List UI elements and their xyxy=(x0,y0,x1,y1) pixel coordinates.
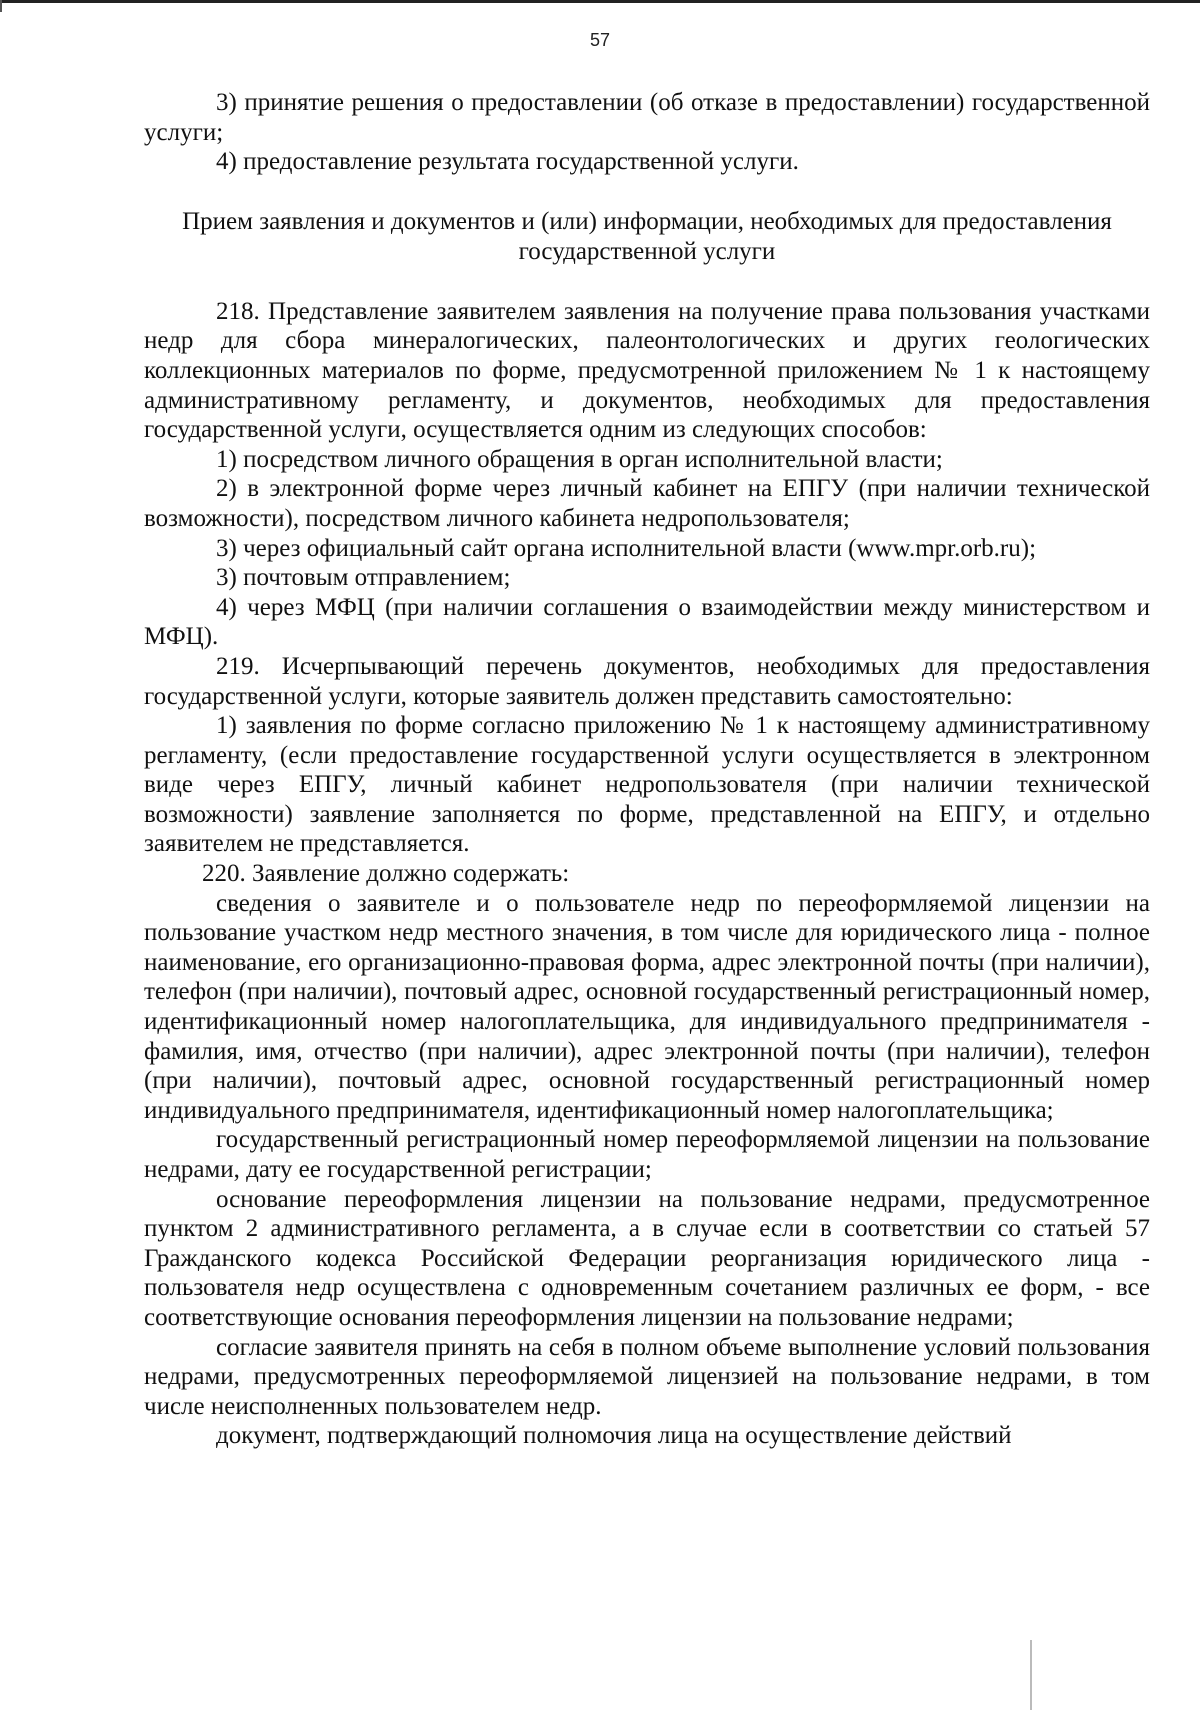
content-item-registration-number: государственный регистрационный номер переоформляемой лицензии на пользование недрами, дату ее государственной регистрации; xyxy=(144,1126,1150,1183)
document-item-1: 1) заявления по форме согласно приложению № 1 к настоящему административному регламенту, (если предоставление государственной услуги осуществляется в электронном виде через ЕПГУ, личный кабинет недропользователя (при наличии технической возможности) заявление заполняется по форме, представленной на ЕПГУ, и отдельно заявителем не представляется. xyxy=(144,712,1150,858)
content-item-applicant-info: сведения о заявителе и о пользователе недр по переоформляемой лицензии на пользование участком недр местного значения, в том числе для юридического лица - полное наименование, его организационно-правовая форма, адрес электронной почты (при наличии), телефон (при наличии), почтовый адрес, основной государственный регистрационный номер, идентификационный номер налогоплательщика, для индивидуального предпринимателя - фамилия, имя, отчество (при наличии), адрес электронной почты (при наличии), телефон (при наличии), почтовый адрес, основной государственный регистрационный номер индивидуального предпринимателя, идентификационный номер налогоплательщика; xyxy=(144,889,1150,1124)
spacer xyxy=(144,267,1150,297)
paragraph-item-4: 4) предоставление результата государственной услуги. xyxy=(216,148,799,176)
content-item-authority-document: документ, подтверждающий полномочия лица на осуществление действий xyxy=(216,1422,1012,1450)
method-item-1: 1) посредством личного обращения в орган исполнительной власти; xyxy=(216,445,943,473)
scan-top-edge xyxy=(0,0,1200,3)
paragraph-218: 218. Представление заявителем заявления на получение права пользования участками недр для сбора минералогических, палеонтологических и других геологических коллекционных материалов по форме, предусмотренной приложением № 1 к настоящему административному регламенту, и документов, необходимых для предоставления государственной услуги, осуществляется одним из следующих способов: xyxy=(144,297,1150,444)
scan-artifact-line xyxy=(1030,1640,1032,1710)
method-item-3a: 3) через официальный сайт органа исполнительной власти (www.mpr.orb.ru); xyxy=(216,534,1037,562)
paragraph-219: 219. Исчерпывающий перечень документов, необходимых для предоставления государственной услуги, которые заявитель должен представить самостоятельно: xyxy=(144,652,1150,710)
paragraph-220: 220. Заявление должно содержать: xyxy=(202,860,570,888)
spacer xyxy=(144,177,1150,207)
content-item-consent: согласие заявителя принять на себя в полном объеме выполнение условий пользования недрами, предусмотренных переоформляемой лицензией на пользование недрами, в том числе неисполненных пользователем недр. xyxy=(144,1333,1150,1420)
document-body xyxy=(144,88,1150,1451)
method-item-4: 4) через МФЦ (при наличии соглашения о взаимодействии между министерством и МФЦ). xyxy=(144,593,1150,651)
scan-left-edge xyxy=(0,0,2,12)
method-item-3b: 3) почтовым отправлением; xyxy=(216,564,511,592)
content-item-reissue-basis: основание переоформления лицензии на пользование недрами, предусмотренное пунктом 2 административного регламента, а в случае если в соответствии со статьей 57 Гражданского кодекса Российской Федерации реорганизация юридического лица - пользователя недр осуществлена с одновременным сочетанием различных ее форм, - все соответствующие основания переоформления лицензии на пользование недрами; xyxy=(144,1185,1150,1331)
section-heading: Прием заявления и документов и (или) информации, необходимых для предоставления государственной услуги xyxy=(182,207,1112,265)
method-item-2: 2) в электронной форме через личный кабинет на ЕПГУ (при наличии технической возможности), посредством личного кабинета недропользователя; xyxy=(144,475,1150,532)
page-number: 57 xyxy=(589,30,611,50)
paragraph-item-3: 3) принятие решения о предоставлении (об отказе в предоставлении) государственной услуги; xyxy=(144,89,1150,146)
